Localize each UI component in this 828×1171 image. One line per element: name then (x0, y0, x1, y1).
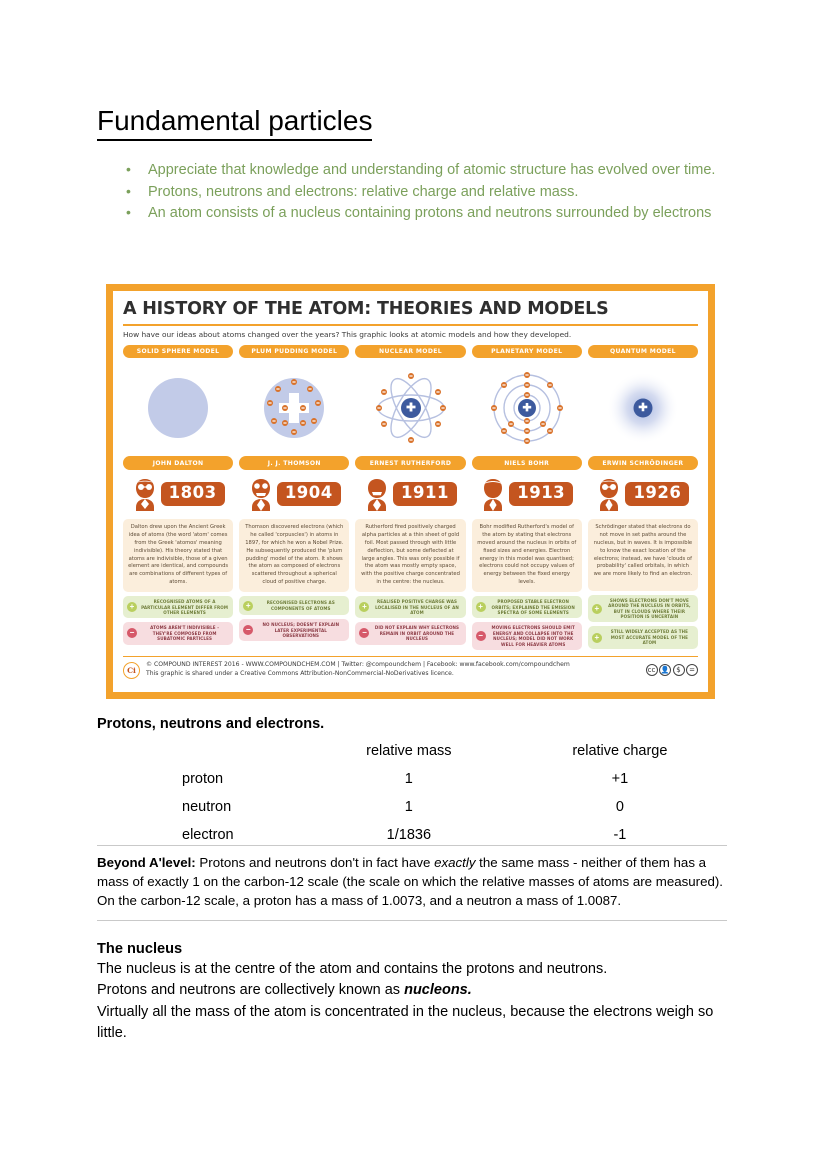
con-tag (472, 622, 582, 650)
plus-icon: + (243, 601, 253, 611)
pro-tag (123, 596, 233, 618)
column-header-name (97, 740, 305, 765)
page-title: Fundamental particles (97, 103, 372, 141)
cell-relative-mass: 1 (404, 771, 413, 787)
model-column-solid-sphere (123, 345, 233, 650)
year-badge: 1926 (625, 482, 689, 506)
nucleus-section (97, 941, 737, 1044)
beyond-label: Beyond A'level: (97, 855, 196, 870)
scientist-name-badge: NIELS BOHR (472, 456, 582, 470)
cc-nd-icon: = (686, 664, 698, 676)
bullet-icon: • (126, 182, 131, 199)
particles-heading: Protons, neutrons and electrons. (97, 716, 325, 732)
model-description: Thomson discovered electrons (which he called 'corpuscles') in atoms in 1897, for which he won a Nobel Prize. He subsequently produced the 'plum pudding' model of the atom. It shows the atom as composed of electrons scattered throughout a spherical cloud of positive charge. (239, 519, 349, 592)
infographic-footer (123, 661, 698, 679)
model-name-badge: QUANTUM MODEL (588, 345, 698, 359)
scientist-portrait-icon (248, 477, 274, 511)
beyond-text-b: the same mass - neither of them has a mass of exactly 1 on the carbon-12 scale (the scale on which the relative masses of atoms are measured). On the carbon-12 scale, a proton has a mass of 1.0073, and a neutron a mass of 1.0087. (97, 855, 723, 908)
pro-text: RECOGNISED ELECTRONS AS COMPONENTS OF ATOMS (266, 600, 335, 611)
pro-tag-secondary (588, 626, 698, 648)
minus-icon: − (476, 631, 486, 641)
nuclear-model-icon (355, 362, 465, 454)
list-item (120, 182, 720, 203)
cc-icon: cc (646, 664, 658, 676)
model-description: Dalton drew upon the Ancient Greek idea of atoms (the word 'atom' comes from the Greek 'atomos' meaning indivisible). His theory stated that atoms are indivisible, those of a given element are identical, and compounds are combinations of different types of atoms. (123, 519, 233, 592)
infographic-subtitle: How have our ideas about atoms changed over the years? This graphic looks at atomic models and how they developed. (123, 329, 572, 339)
nucleons-term: nucleons. (404, 982, 472, 999)
con-text: NO NUCLEUS; DOESN'T EXPLAIN LATER EXPERIMENTAL OBSERVATIONS (262, 622, 340, 638)
con-tag (355, 622, 465, 644)
quantum-model-icon (588, 362, 698, 454)
pro-tag (239, 596, 349, 615)
cell-relative-mass: 1 (404, 799, 413, 815)
bullet-icon: • (126, 161, 131, 177)
model-name-badge: PLUM PUDDING MODEL (239, 345, 349, 359)
table-header-row (97, 740, 727, 765)
plus-icon: + (127, 602, 137, 612)
con-text: ATOMS AREN'T INDIVISIBLE - THEY'RE COMPOSED FROM SUBATOMIC PARTICLES (150, 625, 220, 642)
year-badge: 1803 (161, 482, 225, 506)
creative-commons-icons (646, 664, 699, 676)
con-tag (123, 622, 233, 644)
model-name-badge: PLANETARY MODEL (472, 345, 582, 359)
compound-interest-logo-icon: Ci (123, 662, 140, 679)
nucleus-line-2 (97, 980, 737, 1001)
pro-text: SHOWS ELECTRONS DON'T MOVE AROUND THE NUCLEUS IN ORBITS, BUT IN CLOUDS WHERE THEIR POSITION IS UNCERTAIN (608, 597, 691, 620)
year-badge: 1904 (277, 482, 341, 506)
infographic-title: A HISTORY OF THE ATOM: THEORIES AND MODELS (123, 299, 609, 319)
model-columns (123, 345, 698, 650)
cell-relative-mass: 1/1836 (386, 827, 432, 843)
cell-relative-charge: +1 (611, 771, 629, 787)
scientist-name-badge: J. J. THOMSON (239, 456, 349, 470)
scientist-row (239, 473, 349, 515)
scientist-portrait-icon (480, 477, 506, 511)
column-header-charge: relative charge (572, 743, 668, 759)
scientist-row (123, 473, 233, 515)
scientist-row (355, 473, 465, 515)
scientist-portrait-icon (596, 477, 622, 511)
planetary-model-icon (472, 362, 582, 454)
pro-text: PROPOSED STABLE ELECTRON ORBITS; EXPLAINED THE EMISSION SPECTRA OF SOME ELEMENTS (491, 599, 575, 615)
pro-tag (355, 596, 465, 618)
pro-text: STILL WIDELY ACCEPTED AS THE MOST ACCURATE MODEL OF THE ATOM (610, 629, 689, 646)
nucleus-line-3: Virtually all the mass of the atom is concentrated in the nucleus, because the electrons weigh so little. (97, 1003, 714, 1041)
cell-relative-charge: -1 (613, 827, 627, 843)
cell-particle-name: proton (182, 771, 224, 787)
scientist-row (588, 473, 698, 515)
nucleus-heading: The nucleus (97, 941, 183, 957)
scientist-name-badge: ERWIN SCHRÖDINGER (588, 456, 698, 470)
table-row (97, 793, 727, 821)
footer-line-2: This graphic is shared under a Creative Commons Attribution-NonCommercial-NoDerivatives licence. (146, 670, 454, 678)
bullet-icon: • (126, 204, 131, 221)
learning-objectives-list (120, 160, 720, 225)
footer-credit-text (146, 661, 640, 679)
table-row (97, 765, 727, 793)
year-badge: 1913 (509, 482, 573, 506)
model-name-badge: SOLID SPHERE MODEL (123, 345, 233, 359)
scientist-row (472, 473, 582, 515)
scientist-portrait-icon (132, 477, 158, 511)
infographic-inner (113, 291, 708, 692)
model-description: Rutherford fired positively charged alpha particles at a thin sheet of gold foil. Most passed through with little deflection, but some deflected at large angles. This was only possible if the atom was mostly empty space, with the positive charge concentrated in the centre: the nucleus. (355, 519, 465, 592)
minus-icon: − (127, 628, 137, 638)
model-column-planetary (472, 345, 582, 650)
solid-sphere-model-icon (123, 362, 233, 454)
beyond-text-a: Protons and neutrons don't in fact have (195, 855, 435, 870)
beyond-emphasis: exactly (434, 855, 476, 870)
pro-text: RECOGNISED ATOMS OF A PARTICULAR ELEMENT DIFFER FROM OTHER ELEMENTS (141, 599, 229, 615)
pro-tag (472, 596, 582, 618)
cc-nc-icon: $ (673, 664, 685, 676)
footer-divider (123, 656, 698, 658)
beyond-alevel-box (97, 845, 727, 921)
particles-table (97, 740, 727, 849)
list-item (120, 160, 720, 181)
con-tag (239, 619, 349, 641)
year-badge: 1911 (393, 482, 457, 506)
nucleus-line-1: The nucleus is at the centre of the atom and contains the protons and neutrons. (97, 961, 608, 977)
plum-pudding-model-icon (239, 362, 349, 454)
plus-icon: + (592, 633, 602, 643)
pro-text: REALISED POSITIVE CHARGE WAS LOCALISED IN THE NUCLEUS OF AN ATOM (375, 599, 459, 615)
pro-tag (588, 595, 698, 623)
nucleus-line-2-text: Protons and neutrons are collectively known as (97, 982, 405, 999)
cell-relative-charge: 0 (615, 799, 624, 815)
model-description: Schrödinger stated that electrons do not move in set paths around the nucleus, but in waves. It is impossible to know the exact location of the electrons; instead, we have 'clouds of probability' called orbitals, in which we are more likely to find an electron. (588, 519, 698, 591)
scientist-portrait-icon (364, 477, 390, 511)
plus-icon: + (359, 602, 369, 612)
scientist-name-badge: ERNEST RUTHERFORD (355, 456, 465, 470)
list-item (120, 203, 720, 224)
con-text: MOVING ELECTRONS SHOULD EMIT ENERGY AND COLLAPSE INTO THE NUCLEUS; MODEL DID NOT WORK WELL FOR HEAVIER ATOMS (491, 625, 575, 647)
objective-text: Appreciate that knowledge and understanding of atomic structure has evolved over time. (148, 162, 716, 178)
objective-text: Protons, neutrons and electrons: relative charge and relative mass. (148, 183, 579, 200)
scientist-name-badge: JOHN DALTON (123, 456, 233, 470)
plus-icon: + (476, 602, 486, 612)
column-header-mass: relative mass (366, 743, 452, 759)
model-description: Bohr modified Rutherford's model of the atom by stating that electrons moved around the nucleus in orbits of fixed sizes and energies. Electron energy in this model was quantised; electrons could not occupy values of energy between the fixed energy levels. (472, 519, 582, 592)
title-divider (123, 324, 698, 326)
atom-history-infographic (106, 284, 715, 699)
model-name-badge: NUCLEAR MODEL (355, 345, 465, 359)
cell-particle-name: neutron (182, 799, 232, 815)
plus-icon: + (592, 604, 602, 614)
con-text: DID NOT EXPLAIN WHY ELECTRONS REMAIN IN ORBIT AROUND THE NUCLEUS (374, 625, 460, 642)
cc-by-icon: 👤 (660, 666, 670, 675)
model-column-plum-pudding (239, 345, 349, 650)
footer-line-1: © COMPOUND INTEREST 2016 - WWW.COMPOUNDCHEM.COM | Twitter: @compoundchem | Facebook: www.facebook.com/compoundchem (146, 661, 570, 669)
model-column-nuclear (355, 345, 465, 650)
model-column-quantum (588, 345, 698, 650)
minus-icon: − (359, 628, 369, 638)
minus-icon: − (243, 625, 253, 635)
cell-particle-name: electron (182, 827, 234, 843)
objective-text: An atom consists of a nucleus containing protons and neutrons surrounded by electrons (148, 205, 712, 222)
